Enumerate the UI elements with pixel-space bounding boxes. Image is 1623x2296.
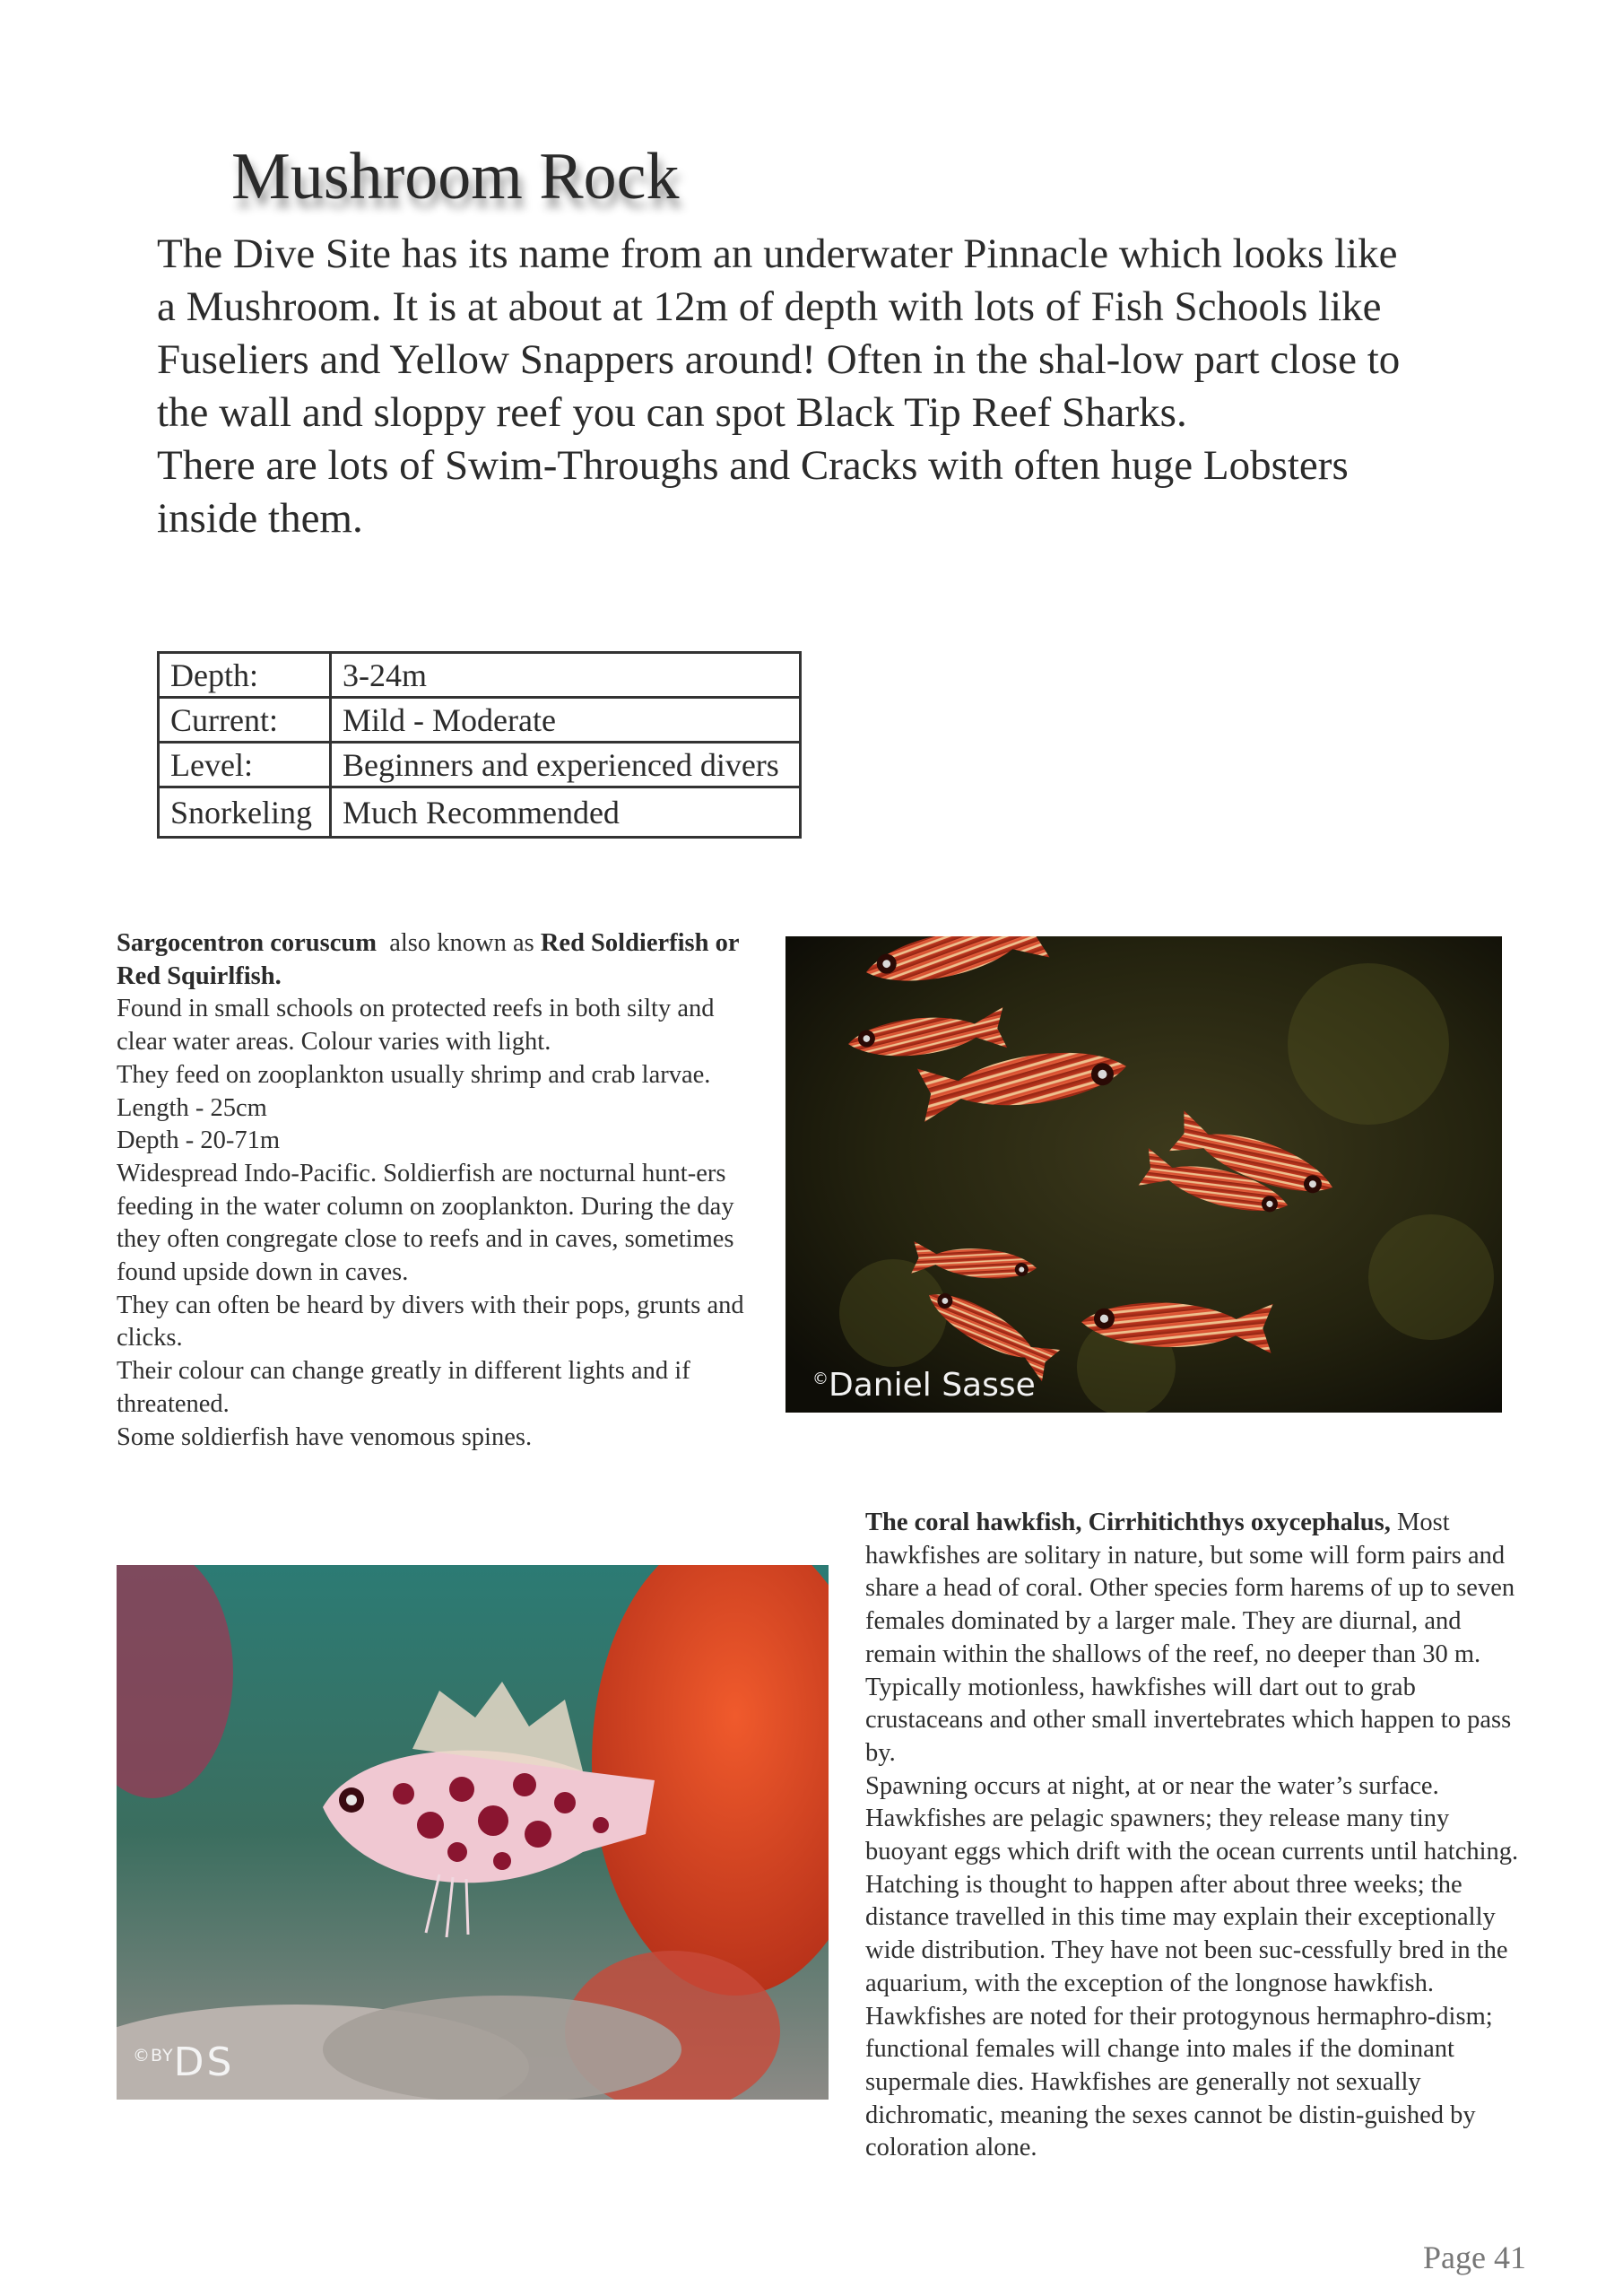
soldierfish-photo	[785, 936, 1502, 1413]
scientific-name: Sargocentron coruscum	[117, 929, 377, 957]
dive-info-table	[157, 651, 802, 839]
article-line: Some soldierfish have venomous spines.	[117, 1422, 533, 1451]
level-value: Beginners and experienced divers	[331, 743, 801, 787]
photographer-name: Daniel Sasse	[829, 1367, 1036, 1404]
current-label: Current:	[159, 698, 331, 743]
level-label: Level:	[159, 743, 331, 787]
soldierfish-heading	[117, 927, 767, 993]
intro-paragraph: The Dive Site has its name from an underwater Pinnacle which looks like a Mushroom. It is at about at 12m of depth with lots of Fish Schools like Fuseliers and Yellow Snappers around! Often in the shal-low part close to the wall and sloppy reef you can spot Black Tip Reef Sharks.	[157, 230, 1401, 436]
copyright-symbol: ©	[812, 1370, 829, 1388]
article-line: Their colour can change greatly in different lights and if threatened.	[117, 1357, 690, 1418]
snorkeling-value: Much Recommended	[331, 787, 801, 838]
logo-initials: DS	[173, 2039, 235, 2085]
soldierfish-article	[117, 927, 767, 1454]
page-number: Page 41	[1423, 2239, 1526, 2275]
article-line: Spawning occurs at night, at or near the water’s surface. Hawkfishes are pelagic spawners; they release many tiny buoyant eggs which drift with the ocean currents until hatching. Hatching is thought to happen after about three weeks; the distance travelled in this time may explain their exceptionally wide distribution. They have not been suc-cessfully bred in the aquarium, with the exception of the longnose hawkfish.	[865, 1771, 1519, 1997]
name-connector: also known as	[376, 929, 541, 957]
article-line: They can often be heard by divers with their pops, grunts and clicks.	[117, 1291, 744, 1352]
page-title: Mushroom Rock	[231, 140, 680, 213]
table-row	[159, 743, 801, 787]
soldierfish-illustration	[785, 936, 1502, 1413]
logo-copyright: ©BY	[133, 2046, 174, 2066]
hawkfish-heading	[865, 1507, 1524, 1770]
depth-label: Depth:	[159, 653, 331, 698]
article-line: They feed on zooplankton usually shrimp and crab larvae.	[117, 1060, 711, 1089]
hawkfish-name: The coral hawkfish, Cirrhitichthys oxycephalus,	[865, 1509, 1391, 1536]
common-name: Red Soldierfish or Red Squirlfish.	[117, 929, 739, 990]
article-line: Length - 25cm	[117, 1093, 267, 1122]
hawkfish-illustration	[117, 1565, 829, 2100]
depth-value: 3-24m	[331, 653, 801, 698]
hawkfish-photo	[117, 1565, 829, 2100]
photo-credit	[812, 1367, 1036, 1404]
article-line: Hawkfishes are noted for their protogynous hermaphro-dism; functional females will change into males if the dominant supermale dies. Hawkfishes are generally not sexually dichromatic, meaning the sexes cannot be distin-guished by coloration alone.	[865, 2002, 1493, 2162]
article-line: Found in small schools on protected reefs in both silty and clear water areas. Colour varies with light.	[117, 995, 715, 1057]
intro-text	[157, 228, 1421, 545]
article-line: Depth - 20-71m	[117, 1126, 281, 1155]
intro-paragraph: There are lots of Swim-Throughs and Cracks with often huge Lobsters inside them.	[157, 442, 1349, 542]
hawkfish-article	[865, 1507, 1524, 2165]
photo-logo	[133, 2039, 234, 2085]
table-row	[159, 698, 801, 743]
article-line: Widespread Indo-Pacific. Soldierfish are nocturnal hunt-ers feeding in the water column on zooplankton. During the day they often congregate close to reefs and in caves, sometimes found upside down in caves.	[117, 1159, 734, 1287]
snorkeling-label: Snorkeling	[159, 787, 331, 838]
hawkfish-intro: Most hawkfishes are solitary in nature, but some will form pairs and share a head of coral. Other species form harems of up to seven females dominated by a larger male. They are diurnal, and remain within the shallows of the reef, no deeper than 30 m. Typically motionless, hawkfishes will dart out to grab crustaceans and other small invertebrates which happen to pass by.	[865, 1509, 1515, 1767]
table-row	[159, 653, 801, 698]
current-value: Mild - Moderate	[331, 698, 801, 743]
table-row	[159, 787, 801, 838]
